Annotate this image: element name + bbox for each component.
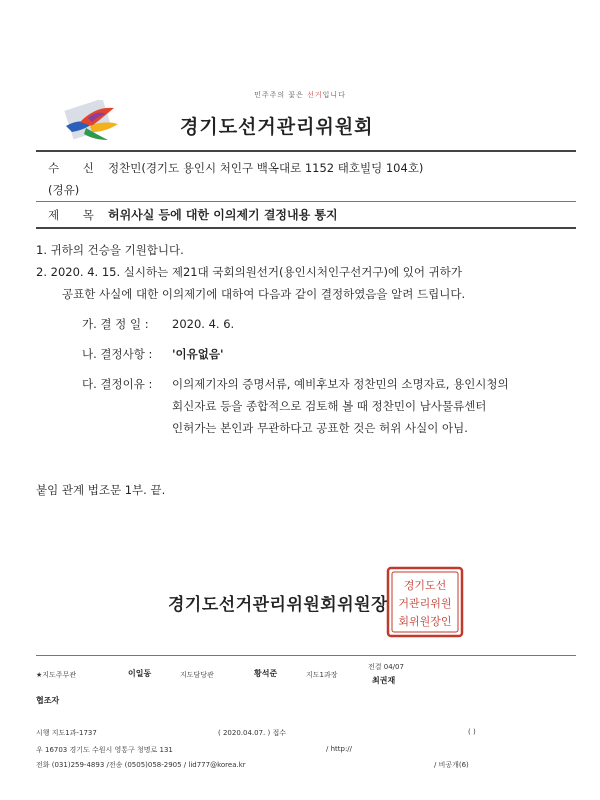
approval-date: 전결 04/07	[368, 663, 404, 671]
slogan-suffix: 입니다	[322, 91, 346, 99]
footer-divider	[36, 655, 576, 656]
header-divider	[36, 150, 576, 152]
via-divider	[36, 201, 576, 202]
organization-title: 경기도선거관리위원회	[180, 116, 374, 138]
paragraph-2-line-2: 공표한 사실에 대한 이의제기에 대하여 다음과 같이 결정하였음을 알려 드립니다.	[62, 287, 466, 301]
attachment-note: 붙임 관계 법조문 1부. 끝.	[36, 483, 166, 497]
item-decision-date	[82, 314, 234, 334]
commission-logo-icon	[62, 100, 126, 144]
item-label: 다. 결정이유 :	[82, 377, 153, 391]
item-value: 2020. 4. 6.	[172, 317, 235, 331]
item-decision	[82, 344, 223, 364]
disclosure-status: / 비공개(6)	[434, 761, 469, 769]
paragraph-2-line-1: 2. 2020. 4. 15. 실시하는 제21대 국회의원선거(용인시처인구선거구)에 있어 귀하가	[36, 265, 462, 279]
item-value: '이유없음'	[172, 347, 224, 361]
item-decision-reason	[82, 374, 509, 394]
contact-line: 전화 (031)259-4893 /전송 (0505)058-2905 / lid777@korea.kr	[36, 761, 246, 769]
official-seal-icon	[386, 566, 464, 638]
drafter-name: 이일동	[128, 669, 152, 678]
reason-line: 회신자료 등을 종합적으로 검토해 볼 때 정찬민이 남사물류센터	[172, 399, 487, 413]
reason-line: 인허가는 본인과 무관하다고 공표한 것은 허위 사실이 아님.	[172, 421, 468, 435]
item-label: 가. 결 정 일 :	[82, 317, 149, 331]
approver-role: 지도1과장	[306, 671, 338, 679]
slogan	[0, 90, 600, 100]
seal-text-line: 경기도선	[403, 579, 447, 592]
seal-text-line: 회위원장인	[398, 615, 452, 628]
via-label: (경유)	[48, 183, 80, 197]
receipt-field: ( )	[468, 728, 476, 736]
slogan-highlight: 선거	[307, 91, 323, 99]
cooperators-label: 협조자	[36, 696, 60, 705]
slogan-prefix: 민주주의 꽃은	[254, 91, 308, 99]
paragraph-1: 1. 귀하의 건승을 기원합니다.	[36, 243, 184, 257]
enforcement-date: ( 2020.04.07. ) 접수	[218, 729, 286, 737]
document-number: 시행 지도1과-1737	[36, 729, 97, 737]
recipient-value: 정찬민(경기도 용인시 처인구 백옥대로 1152 태호빌딩 104호)	[108, 161, 424, 175]
reason-line: 이의제기자의 증명서류, 예비후보자 정찬민의 소명자료, 용인시청의	[172, 377, 509, 391]
recipient-label: 수 신	[48, 161, 104, 175]
recipient-row	[48, 160, 423, 176]
homepage: / http://	[326, 745, 353, 753]
reviewer-role: 지도담당관	[180, 671, 214, 679]
via-row	[48, 182, 79, 198]
postal-address: 우 16703 경기도 수원시 영통구 청명로 131	[36, 746, 173, 754]
approver-name: 최권재	[372, 676, 396, 685]
subject-label: 제 목	[48, 208, 104, 222]
issuer-name: 경기도선거관리위원회위원장	[168, 595, 388, 615]
subject-divider	[36, 227, 576, 229]
drafter-role: ★지도주무관	[36, 671, 77, 679]
reviewer-name: 황석준	[254, 669, 278, 678]
seal-text-line: 거관리위원	[398, 597, 452, 610]
subject-row	[48, 206, 338, 223]
subject-value: 허위사실 등에 대한 이의제기 결정내용 통지	[108, 208, 338, 222]
item-label: 나. 결정사항 :	[82, 347, 153, 361]
